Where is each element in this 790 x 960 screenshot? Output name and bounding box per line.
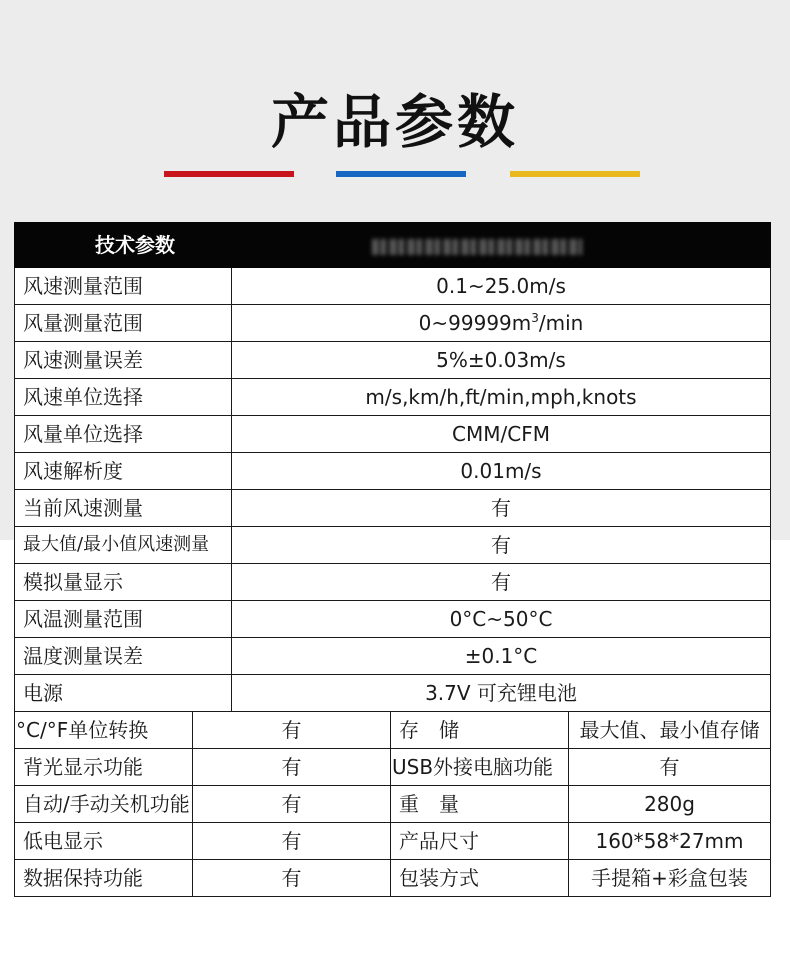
table-row bbox=[15, 416, 771, 453]
accent-bar-red bbox=[164, 171, 294, 177]
row-value: CMM/CFM bbox=[232, 416, 771, 453]
table-row bbox=[15, 453, 771, 490]
row-label: 风量测量范围 bbox=[15, 305, 232, 342]
row-value: 0.01m/s bbox=[232, 453, 771, 490]
row-label-secondary: 重 量 bbox=[391, 786, 569, 823]
table-row bbox=[15, 712, 771, 749]
row-label-secondary: USB外接电脑功能 bbox=[391, 749, 569, 786]
row-label: 风速解析度 bbox=[15, 453, 232, 490]
page-title: 产品参数 bbox=[270, 88, 519, 156]
accent-bar-blue bbox=[336, 171, 466, 177]
row-value bbox=[232, 305, 771, 342]
row-value: 有 bbox=[193, 712, 391, 749]
row-label-secondary: 包装方式 bbox=[391, 860, 569, 897]
table-row bbox=[15, 860, 771, 897]
table-row bbox=[15, 268, 771, 305]
row-value: 有 bbox=[193, 860, 391, 897]
row-label: 电源 bbox=[15, 675, 232, 712]
row-label-secondary: 存 储 bbox=[391, 712, 569, 749]
row-label: 风速测量范围 bbox=[15, 268, 232, 305]
row-value: 有 bbox=[232, 490, 771, 527]
value-superscript: 3 bbox=[531, 311, 539, 325]
row-value: m/s,km/h,ft/min,mph,knots bbox=[232, 379, 771, 416]
header-blurred-text bbox=[232, 223, 771, 268]
row-label: °C/°F单位转换 bbox=[15, 712, 193, 749]
row-value: 有 bbox=[232, 527, 771, 564]
row-label: 自动/手动关机功能 bbox=[15, 786, 193, 823]
row-label: 模拟量显示 bbox=[15, 564, 232, 601]
blurred-watermark bbox=[372, 239, 582, 255]
table-row bbox=[15, 490, 771, 527]
row-value: 有 bbox=[232, 564, 771, 601]
row-label: 风量单位选择 bbox=[15, 416, 232, 453]
row-label: 低电显示 bbox=[15, 823, 193, 860]
row-value: ±0.1°C bbox=[232, 638, 771, 675]
header-label: 技术参数 bbox=[15, 223, 232, 268]
value-main: 0~99999m bbox=[418, 311, 532, 335]
table-row bbox=[15, 379, 771, 416]
row-value: 有 bbox=[193, 823, 391, 860]
table-row bbox=[15, 564, 771, 601]
row-value: 有 bbox=[193, 749, 391, 786]
value-tail: /min bbox=[538, 311, 584, 335]
row-value: 3.7V 可充锂电池 bbox=[232, 675, 771, 712]
table-row bbox=[15, 527, 771, 564]
row-label: 风速测量误差 bbox=[15, 342, 232, 379]
row-value: 5%±0.03m/s bbox=[232, 342, 771, 379]
row-value-secondary: 手提箱+彩盒包装 bbox=[569, 860, 771, 897]
spec-table-header bbox=[15, 223, 771, 268]
row-label: 当前风速测量 bbox=[15, 490, 232, 527]
spec-table bbox=[14, 222, 771, 897]
row-label: 背光显示功能 bbox=[15, 749, 193, 786]
table-row bbox=[15, 786, 771, 823]
accent-bar-yellow bbox=[510, 171, 640, 177]
row-label: 最大值/最小值风速测量 bbox=[15, 527, 232, 564]
row-value-secondary: 160*58*27mm bbox=[569, 823, 771, 860]
row-value-secondary: 最大值、最小值存储 bbox=[569, 712, 771, 749]
table-row bbox=[15, 749, 771, 786]
table-row bbox=[15, 305, 771, 342]
table-row bbox=[15, 638, 771, 675]
row-value: 有 bbox=[193, 786, 391, 823]
row-label-secondary: 产品尺寸 bbox=[391, 823, 569, 860]
table-row bbox=[15, 675, 771, 712]
table-row bbox=[15, 823, 771, 860]
row-label: 数据保持功能 bbox=[15, 860, 193, 897]
row-value-secondary: 280g bbox=[569, 786, 771, 823]
table-row bbox=[15, 342, 771, 379]
row-label: 风温测量范围 bbox=[15, 601, 232, 638]
row-label: 风速单位选择 bbox=[15, 379, 232, 416]
row-label: 温度测量误差 bbox=[15, 638, 232, 675]
row-value-secondary: 有 bbox=[569, 749, 771, 786]
table-row bbox=[15, 601, 771, 638]
row-value: 0°C~50°C bbox=[232, 601, 771, 638]
row-value: 0.1~25.0m/s bbox=[232, 268, 771, 305]
